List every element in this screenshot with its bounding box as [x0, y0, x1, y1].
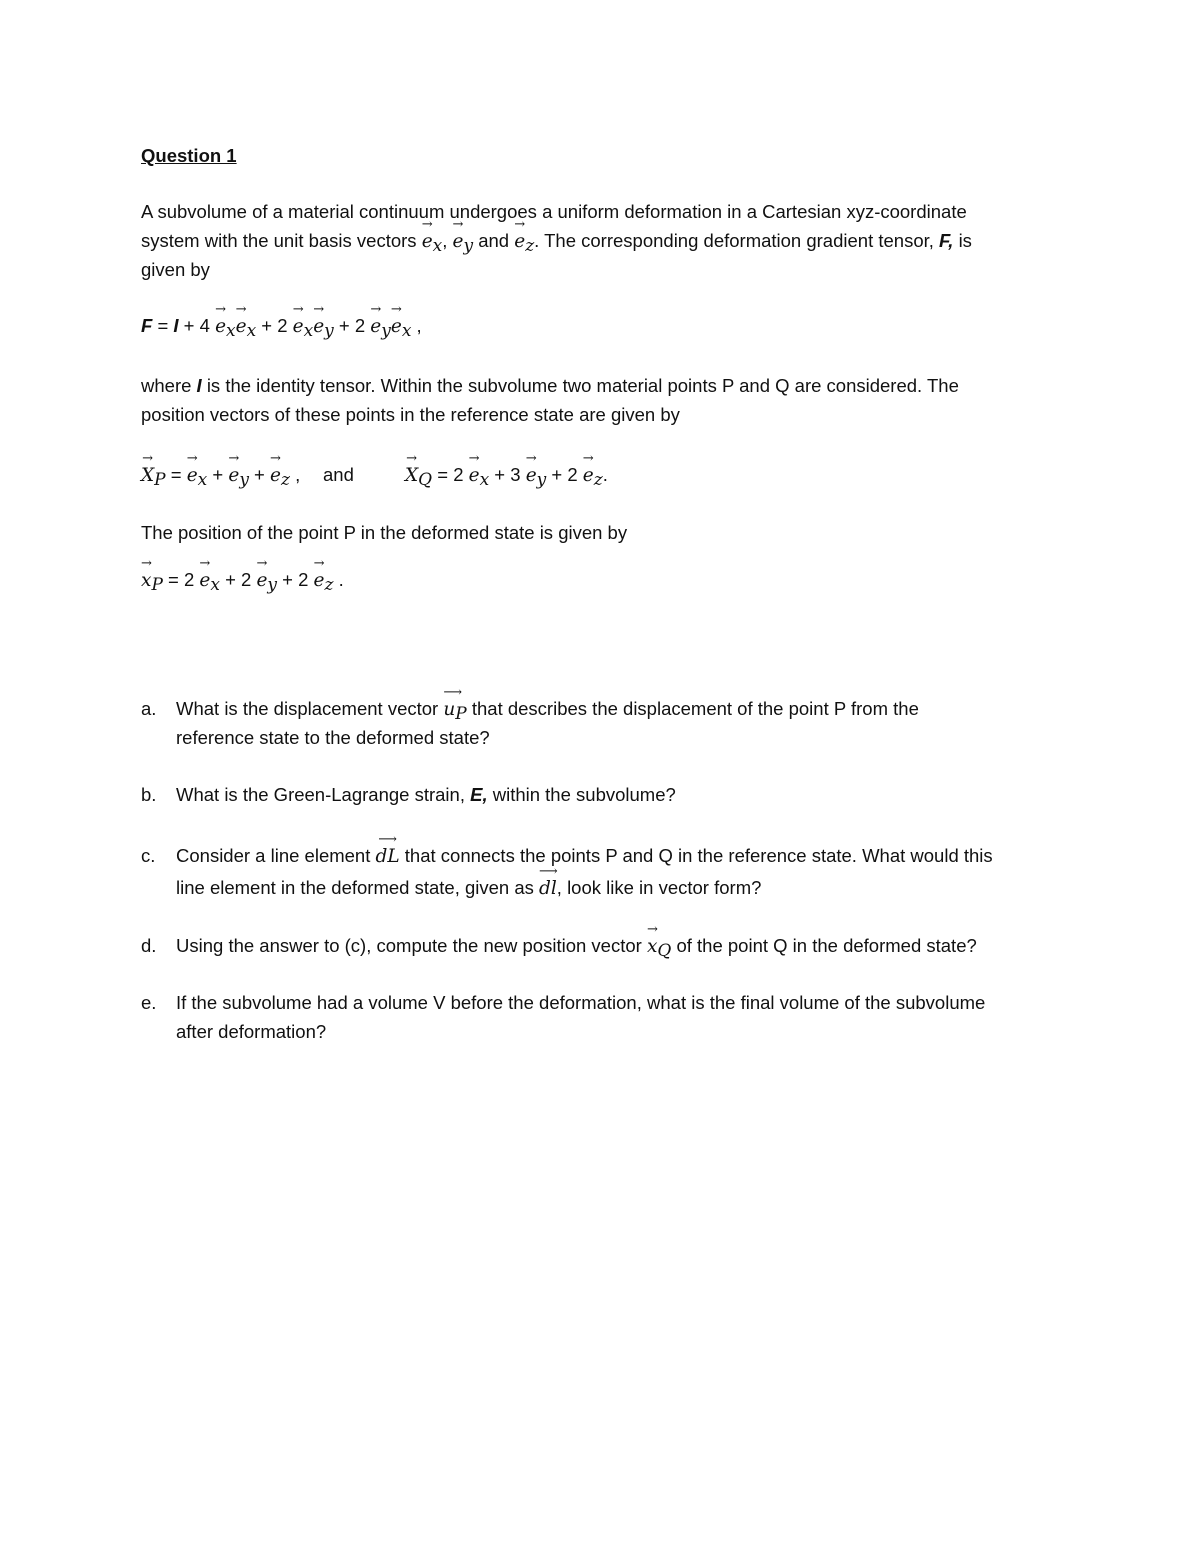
item-a-label: a. [141, 698, 157, 719]
equation-deformation-gradient: $F = I + 4 \to e_x\to e_x + 2 \to e_x\to e_y + 2 \to e_y\to e_x$ , [141, 315, 422, 338]
para2-line-2: position vectors of these points in the reference state are given by [141, 404, 680, 425]
vector-ex: → e [422, 231, 433, 253]
intro-line-2: system with the unit basis vectors → $e_x$, → $e_y$ and → $e_z$. The corresponding deformation gradient tensor, F, is [141, 230, 972, 253]
item-e-label: e. [141, 992, 157, 1013]
item-d-line: Using the answer to (c), compute the new position vector → $x_Q$ of the point Q in the deformed state? [176, 935, 977, 958]
item-b-line: What is the Green-Lagrange strain, E, within the subvolume? [176, 784, 676, 805]
vector-ez: → e [514, 231, 525, 253]
question-heading: Question 1 [141, 145, 237, 166]
deformed-intro: The position of the point P in the deformed state is given by [141, 522, 628, 543]
item-a-line-1: What is the displacement vector ⟶ $u_P$ that describes the displacement of the point P from the [176, 698, 919, 721]
vector-dL: ⟶ dL [376, 846, 400, 868]
equation-position-P: → $X_P$ = → $e_x$ + → $e_y$ + → $e_z$ , [141, 464, 300, 487]
intro-line-3: given by [141, 259, 210, 280]
item-c-label: c. [141, 845, 156, 866]
vector-ey: → e [453, 231, 464, 253]
equation-deformed-P: → $x_P = 2 \to e_x + 2 \to e_y + 2 \to e_z$ . [141, 569, 344, 592]
item-b-label: b. [141, 784, 157, 805]
vector-dl: ⟶ dl [539, 878, 557, 900]
and-word: and [323, 464, 354, 485]
para2-line-1: where I is the identity tensor. Within the subvolume two material points P and Q are considered. The [141, 375, 959, 396]
vector-xQ: → x [647, 936, 657, 958]
equation-position-Q: → $X_Q = 2 \to e_x + 3 \to e_y + 2 \to e_z$. [405, 464, 608, 487]
intro-line-1: A subvolume of a material continuum undergoes a uniform deformation in a Cartesian xyz-coordinate [141, 201, 967, 222]
item-c-line-2: line element in the deformed state, given as ⟶ dl, look like in vector form? [176, 877, 761, 900]
item-e-line-1: If the subvolume had a volume V before the deformation, what is the final volume of the subvolume [176, 992, 986, 1013]
item-d-label: d. [141, 935, 157, 956]
item-e-line-2: after deformation? [176, 1021, 327, 1042]
item-a-line-2: reference state to the deformed state? [176, 727, 490, 748]
item-c-line-1: Consider a line element ⟶ dL that connects the points P and Q in the reference state. What would this [176, 845, 993, 868]
vector-up: ⟶ u [443, 699, 455, 721]
